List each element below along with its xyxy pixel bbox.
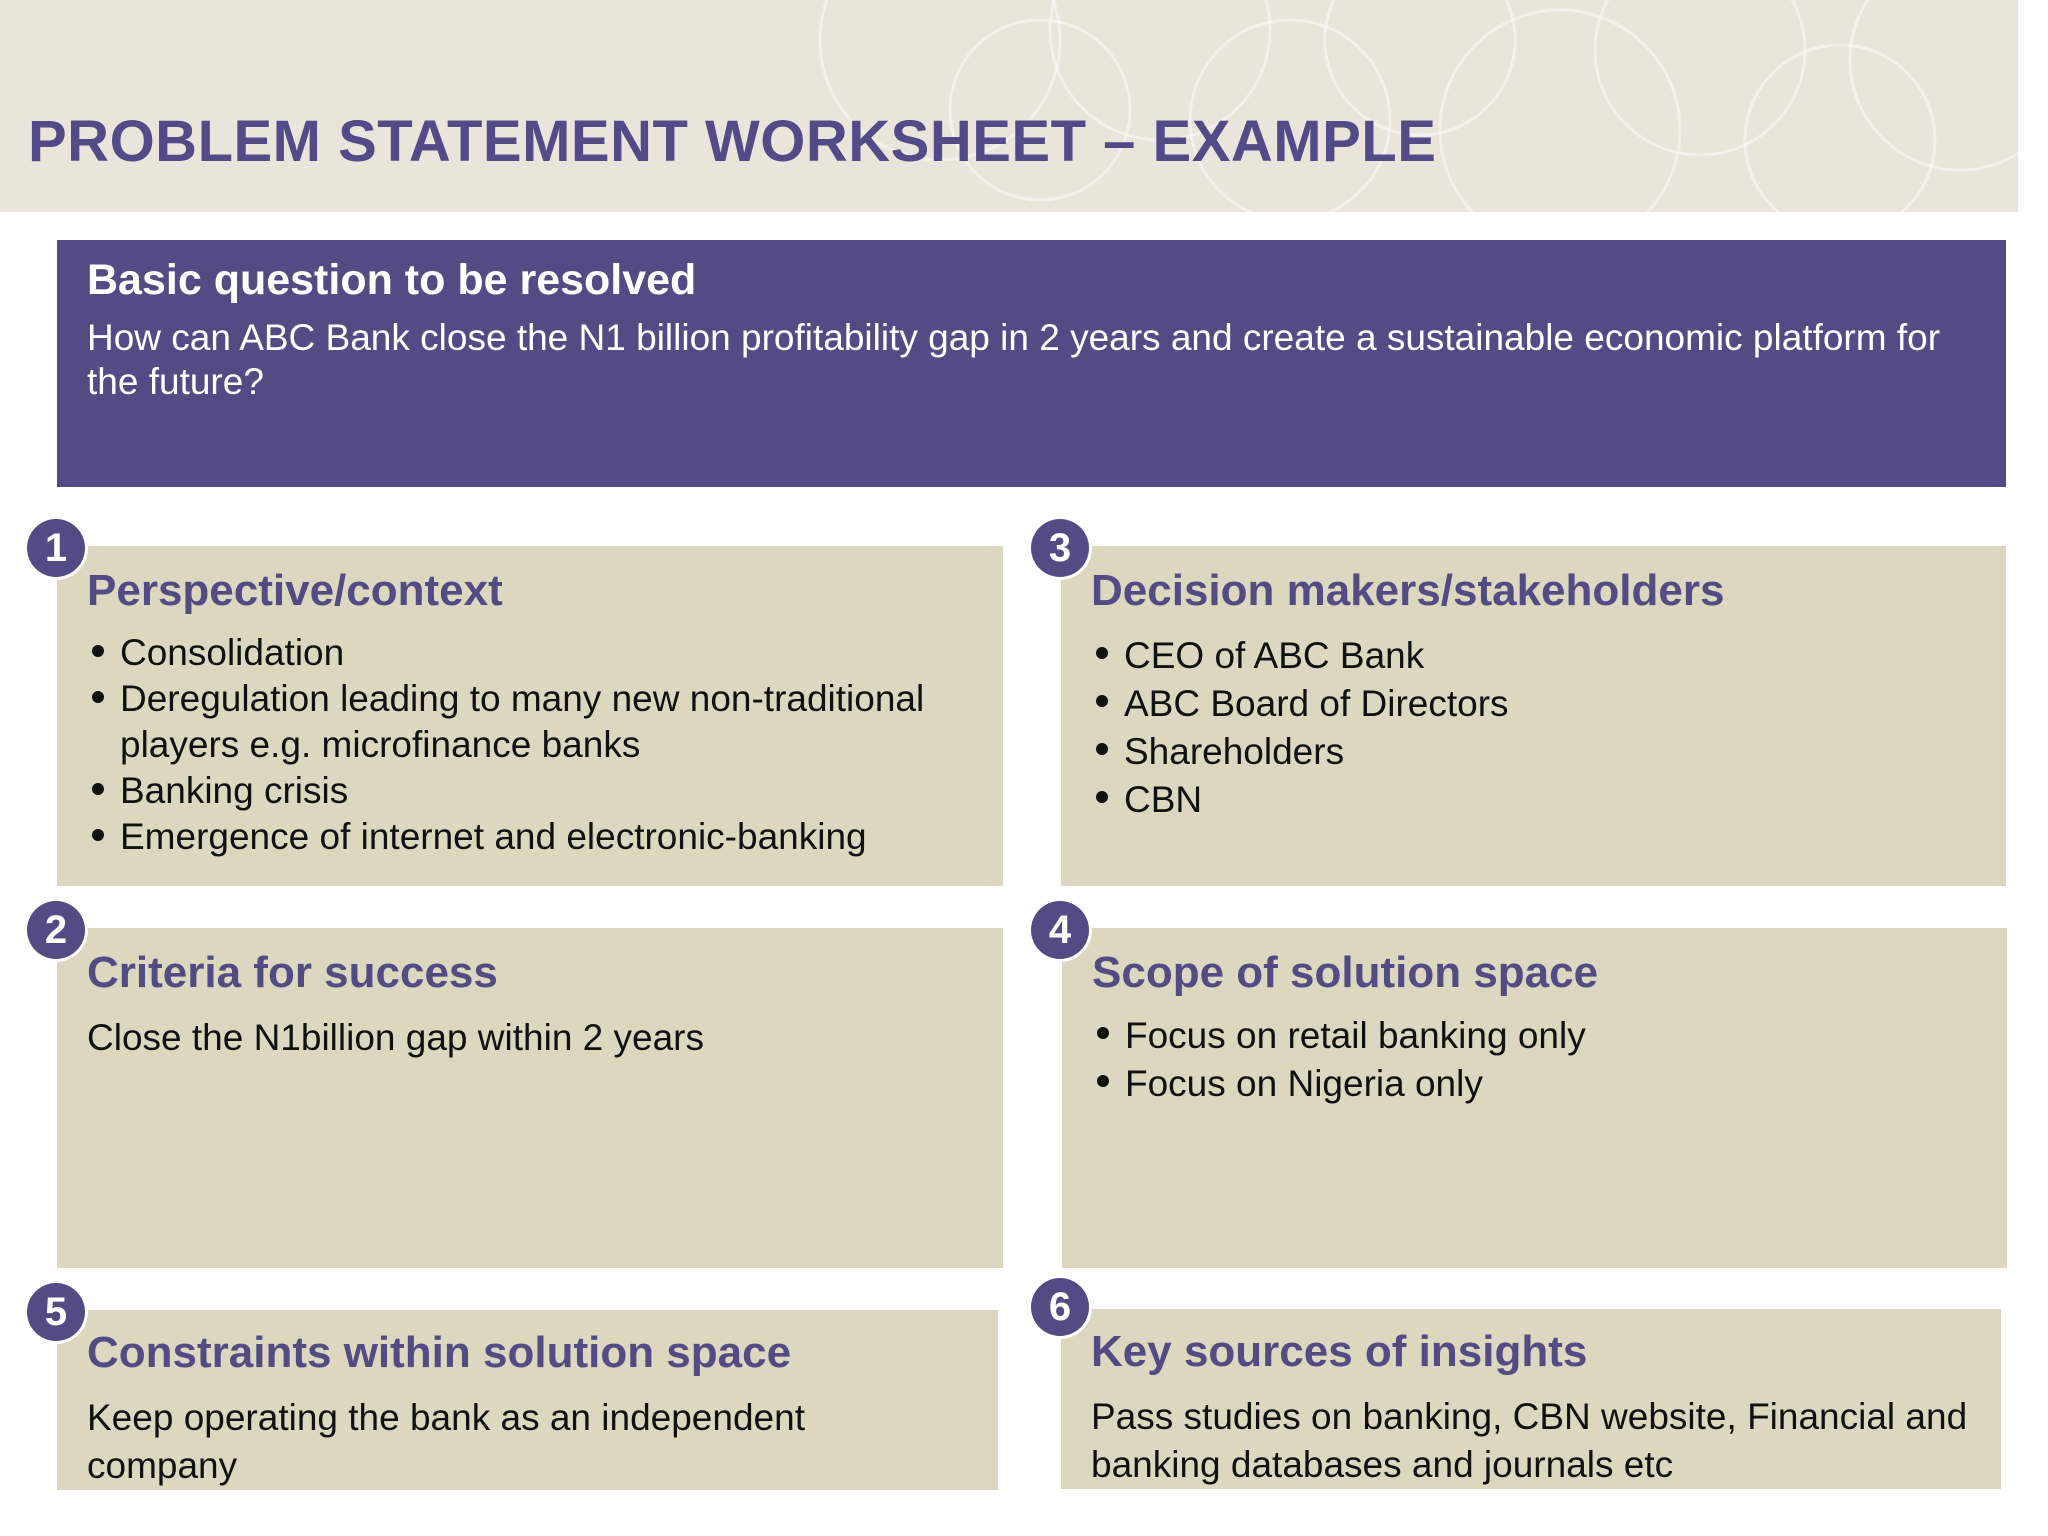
list-item: Shareholders <box>1091 728 1996 776</box>
panel-title: Criteria for success <box>87 948 498 997</box>
list-item: Banking crisis <box>87 768 993 814</box>
page-title: PROBLEM STATEMENT WORKSHEET – EXAMPLE <box>28 109 1437 174</box>
constraints-text: Keep operating the bank as an independent company <box>87 1397 805 1486</box>
perspective-list <box>87 630 993 860</box>
basic-question-text: How can ABC Bank close the N1 billion profitability gap in 2 years and create a sustainable economic platform for the future? <box>87 317 1941 402</box>
scope-list <box>1092 1012 1997 1108</box>
panel-criteria-for-success <box>57 928 1003 1268</box>
list-item: Consolidation <box>87 630 993 676</box>
panel-decision-makers <box>1061 546 2006 886</box>
number-badge-1: 1 <box>27 519 85 577</box>
number-badge-5: 5 <box>27 1283 85 1341</box>
panel-title: Perspective/context <box>87 566 503 615</box>
key-sources-text: Pass studies on banking, CBN website, Financial and banking databases and journals etc <box>1091 1396 1968 1485</box>
panel-title: Decision makers/stakeholders <box>1091 566 1725 615</box>
list-item: ABC Board of Directors <box>1091 680 1996 728</box>
panel-title: Key sources of insights <box>1091 1327 1588 1376</box>
header-band <box>0 0 2018 212</box>
number-badge-4: 4 <box>1031 901 1089 959</box>
stakeholders-list <box>1091 632 1996 824</box>
list-item: Focus on retail banking only <box>1092 1012 1997 1060</box>
number-badge-6: 6 <box>1031 1278 1089 1336</box>
basic-question-label: Basic question to be resolved <box>87 256 697 304</box>
decorative-circles <box>0 0 2018 212</box>
list-item: Emergence of internet and electronic-banking <box>87 814 993 860</box>
basic-question-box <box>57 240 2006 487</box>
number-badge-3: 3 <box>1031 519 1089 577</box>
number-badge-2: 2 <box>27 901 85 959</box>
list-item: CBN <box>1091 776 1996 824</box>
panel-title: Scope of solution space <box>1092 948 1599 997</box>
panel-key-sources <box>1061 1309 2001 1489</box>
list-item: CEO of ABC Bank <box>1091 632 1996 680</box>
panel-title: Constraints within solution space <box>87 1328 792 1377</box>
criteria-text: Close the N1billion gap within 2 years <box>87 1017 705 1058</box>
list-item: Focus on Nigeria only <box>1092 1060 1997 1108</box>
panel-constraints <box>57 1310 998 1490</box>
list-item: Deregulation leading to many new non-traditional players e.g. microfinance banks <box>87 676 993 768</box>
panel-scope-of-solution <box>1062 928 2007 1268</box>
panel-perspective-context <box>57 546 1003 886</box>
